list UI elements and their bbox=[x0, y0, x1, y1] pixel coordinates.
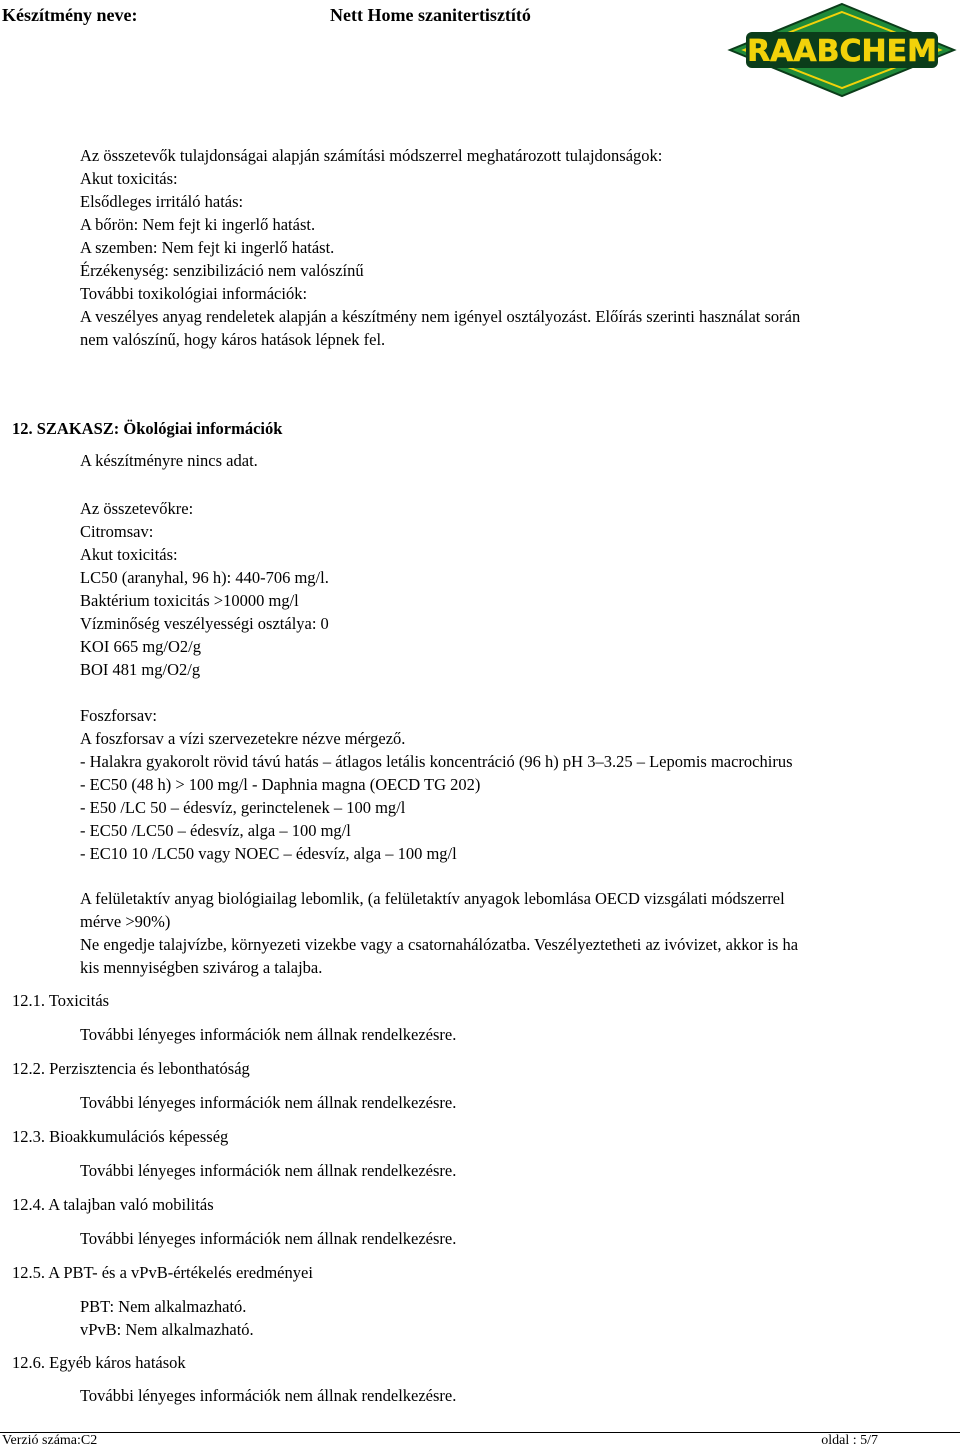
intro-line: További toxikológiai információk: bbox=[80, 284, 308, 303]
citric-line: Citromsav: bbox=[80, 522, 154, 541]
subsection-title: 12.5. A PBT- és a vPvB-értékelés eredményei bbox=[12, 1263, 313, 1282]
section-12-title: 12. SZAKASZ: Ökológiai információk bbox=[12, 419, 283, 438]
no-data-text: A készítményre nincs adat. bbox=[80, 451, 258, 470]
surfactant-line: kis mennyiségben szivárog a talajba. bbox=[80, 958, 323, 977]
intro-line: Akut toxicitás: bbox=[80, 169, 178, 188]
logo-text: RAABCHEM bbox=[747, 34, 937, 69]
citric-line: Akut toxicitás: bbox=[80, 545, 178, 564]
subsection-text: További lényeges információk nem állnak rendelkezésre. bbox=[80, 1025, 457, 1044]
intro-line: A szemben: Nem fejt ki ingerlő hatást. bbox=[80, 238, 335, 257]
version-number: Verzió száma:C2 bbox=[2, 1433, 98, 1448]
citric-line: LC50 (aranyhal, 96 h): 440-706 mg/l. bbox=[80, 568, 329, 587]
phosphoric-line: - EC50 (48 h) > 100 mg/l - Daphnia magna (OECD TG 202) bbox=[80, 775, 481, 794]
footer-divider bbox=[0, 1432, 960, 1433]
citric-line: Baktérium toxicitás >10000 mg/l bbox=[80, 591, 299, 610]
citric-line: BOI 481 mg/O2/g bbox=[80, 660, 201, 679]
phosphoric-line: - E50 /LC 50 – édesvíz, gerinctelenek – 100 mg/l bbox=[80, 798, 406, 817]
subsection-text: További lényeges információk nem állnak rendelkezésre. bbox=[80, 1386, 457, 1405]
subsection-text: További lényeges információk nem állnak rendelkezésre. bbox=[80, 1093, 457, 1112]
product-name: Nett Home szanitertisztító bbox=[330, 5, 531, 25]
surfactant-line: Ne engedje talajvízbe, környezeti vizekbe vagy a csatornahálózatba. Veszélyeztetheti az ivóvizet, akkor is ha bbox=[80, 935, 799, 954]
subsection-title: 12.3. Bioakkumulációs képesség bbox=[12, 1127, 229, 1146]
intro-line: A bőrön: Nem fejt ki ingerlő hatást. bbox=[80, 215, 316, 234]
phosphoric-line: A foszforsav a vízi szervezetekre nézve mérgező. bbox=[80, 729, 406, 748]
citric-line: KOI 665 mg/O2/g bbox=[80, 637, 201, 656]
product-label: Készítmény neve: bbox=[2, 5, 138, 25]
phosphoric-line: Foszforsav: bbox=[80, 706, 157, 725]
phosphoric-line: - Halakra gyakorolt rövid távú hatás – átlagos letális koncentráció (96 h) pH 3–3.25 – Lepomis macrochirus bbox=[80, 752, 793, 771]
subsection-title: 12.2. Perzisztencia és lebonthatóság bbox=[12, 1059, 250, 1078]
phosphoric-line: - EC10 10 /LC50 vagy NOEC – édesvíz, alga – 100 mg/l bbox=[80, 844, 457, 863]
intro-line: Érzékenység: senzibilizáció nem valószínű bbox=[80, 261, 364, 280]
intro-line: A veszélyes anyag rendeletek alapján a készítmény nem igényel osztályozást. Előírás szerinti használat során bbox=[80, 307, 801, 326]
intro-line: nem valószínű, hogy káros hatások lépnek fel. bbox=[80, 330, 386, 349]
subsection-title: 12.6. Egyéb káros hatások bbox=[12, 1353, 186, 1372]
subsection-text: vPvB: Nem alkalmazható. bbox=[80, 1320, 254, 1339]
phosphoric-line: - EC50 /LC50 – édesvíz, alga – 100 mg/l bbox=[80, 821, 351, 840]
subsection-text: PBT: Nem alkalmazható. bbox=[80, 1297, 247, 1316]
raabchem-logo bbox=[726, 2, 958, 98]
page-header bbox=[0, 0, 960, 100]
surfactant-line: A felületaktív anyag biológiailag lebomlik, (a felületaktív anyagok lebomlása OECD vizsgálati módszerrel bbox=[80, 889, 785, 908]
intro-line: Az összetevők tulajdonságai alapján számítási módszerrel meghatározott tulajdonságok: bbox=[80, 146, 663, 165]
citric-line: Vízminőség veszélyességi osztálya: 0 bbox=[80, 614, 329, 633]
subsection-title: 12.1. Toxicitás bbox=[12, 991, 110, 1010]
intro-line: Elsődleges irritáló hatás: bbox=[80, 192, 244, 211]
page-number: oldal : 5/7 bbox=[821, 1433, 878, 1448]
subsection-text: További lényeges információk nem állnak rendelkezésre. bbox=[80, 1161, 457, 1180]
subsection-text: További lényeges információk nem állnak rendelkezésre. bbox=[80, 1229, 457, 1248]
surfactant-line: mérve >90%) bbox=[80, 912, 171, 931]
subsection-title: 12.4. A talajban való mobilitás bbox=[12, 1195, 214, 1214]
components-label: Az összetevőkre: bbox=[80, 499, 194, 518]
